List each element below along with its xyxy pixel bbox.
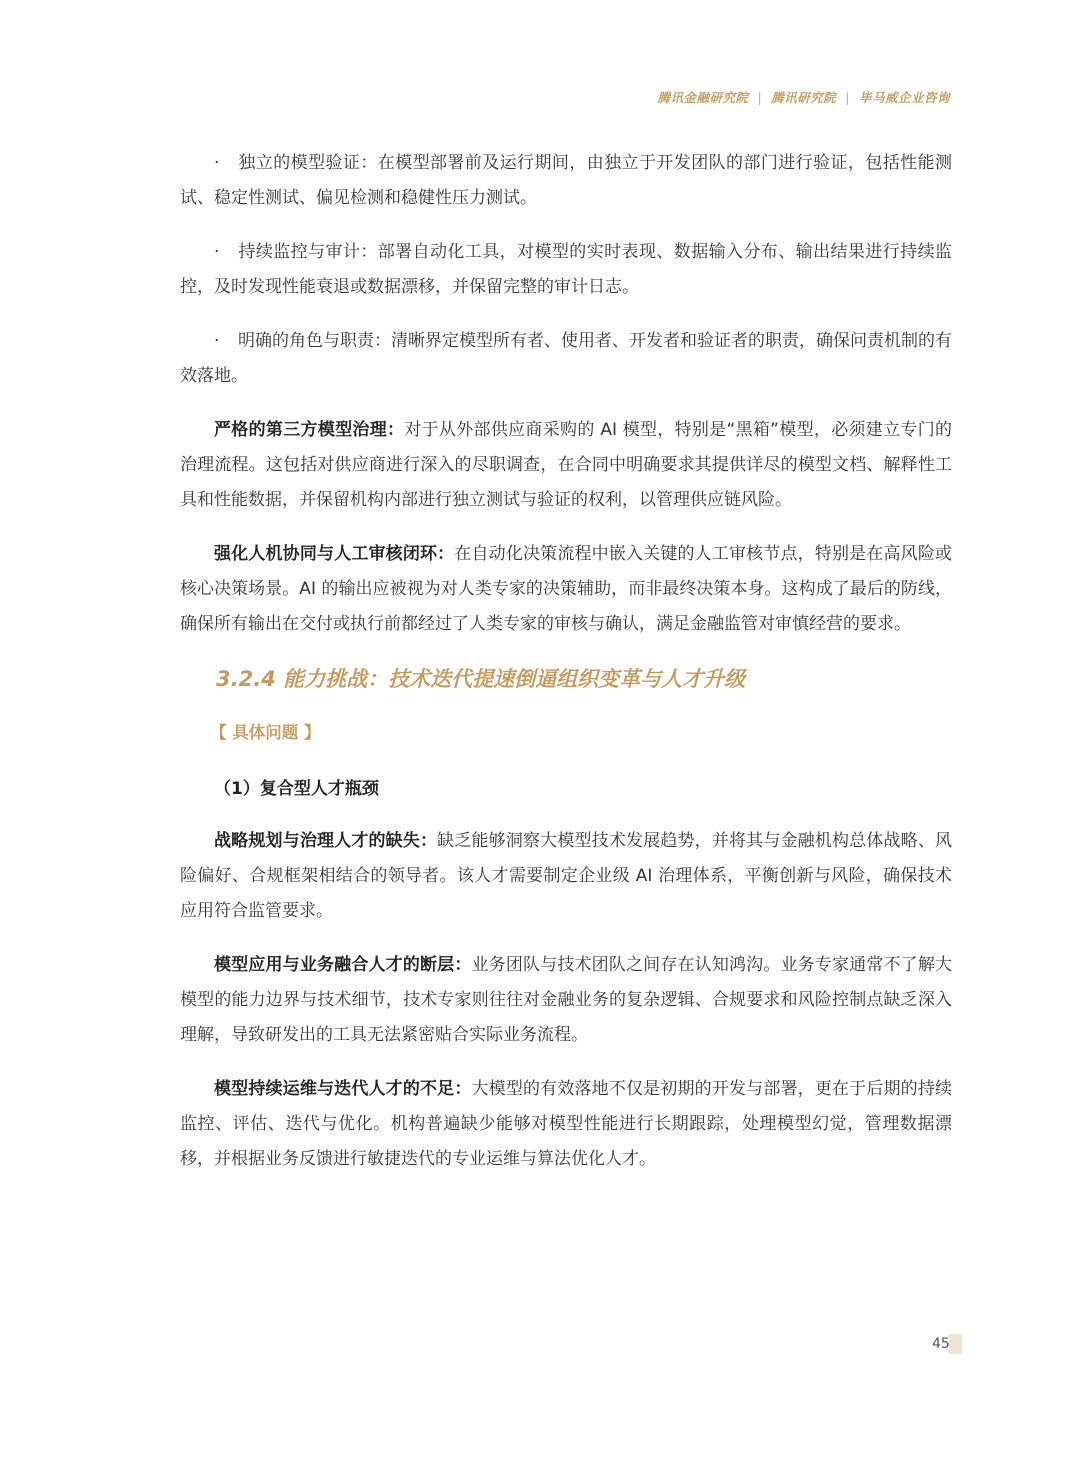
bullet-dot: · — [214, 153, 220, 173]
bullet-label: 独立的模型验证： — [238, 153, 378, 173]
bullet-paragraph — [180, 235, 952, 305]
page-body — [180, 146, 952, 1196]
bullet-text: 清晰界定模型所有者、使用者、开发者和验证者的职责，确保问责机制的有效落地。 — [180, 331, 952, 386]
paragraph-text: 在自动化决策流程中嵌入关键的人工审核节点，特别是在高风险或核心决策场景。AI 的输出应被视为对人类专家的决策辅助，而非最终决策本身。这构成了最后的防线，确保所有输出在交付或执行前都经过了人类专家的审核与确认，满足金融监管对审慎经营的要求。 — [180, 544, 953, 634]
running-header — [658, 88, 950, 106]
bullet-paragraph — [180, 146, 952, 216]
body-paragraph — [180, 1072, 952, 1177]
header-separator: | — [757, 90, 763, 105]
header-org-tencent-research: 腾讯研究院 — [771, 90, 837, 105]
page-number: 45 — [932, 1334, 962, 1354]
paragraph-text: 对于从外部供应商采购的 AI 模型，特别是“黑箱”模型，必须建立专门的治理流程。这包括对供应商进行深入的尽职调查，在合同中明确要求其提供详尽的模型文档、解释性工具和性能数据，并保留机构内部进行独立测试与验证的权利，以管理供应链风险。 — [180, 420, 952, 510]
paragraph-title: 严格的第三方模型治理： — [214, 420, 405, 440]
paragraph-title: 模型持续运维与迭代人才的不足： — [214, 1079, 472, 1099]
bullet-dot: · — [214, 331, 220, 351]
header-separator: | — [845, 90, 850, 105]
body-paragraph — [180, 537, 952, 642]
header-org-kpmg: 毕马威企业咨询 — [858, 90, 950, 105]
paragraph-title: 模型应用与业务融合人才的断层： — [214, 955, 472, 975]
body-paragraph — [180, 824, 952, 929]
paragraph-title: 战略规划与治理人才的缺失： — [214, 831, 438, 851]
paragraph-text: 大模型的有效落地不仅是初期的开发与部署，更在于后期的持续监控、评估、迭代与优化。机构普遍缺少能够对模型性能进行长期跟踪，处理模型幻觉，管理数据漂移，并根据业务反馈进行敏捷迭代的专业运维与算法优化人才。 — [180, 1079, 952, 1169]
header-org-tencent-finance: 腾讯金融研究院 — [657, 90, 749, 105]
paragraph-title: 强化人机协同与人工审核闭环： — [214, 544, 455, 564]
body-paragraph — [180, 413, 952, 518]
body-paragraph — [180, 948, 952, 1053]
paragraph-text: 业务团队与技术团队之间存在认知鸿沟。业务专家通常不了解大模型的能力边界与技术细节，技术专家则往往对金融业务的复杂逻辑、合规要求和风险控制点缺乏深入理解，导致研发出的工具无法紧密贴合实际业务流程。 — [180, 955, 952, 1045]
bullet-dot: · — [214, 242, 220, 262]
bullet-text: 在模型部署前及运行期间，由独立于开发团队的部门进行验证，包括性能测试、稳定性测试、偏见检测和稳健性压力测试。 — [180, 153, 953, 208]
bullet-paragraph — [180, 324, 952, 394]
section-heading: 3.2.4 能力挑战：技术迭代提速倒逼组织变革与人才升级 — [216, 667, 746, 691]
subsection-heading: （1）复合型人才瓶颈 — [214, 779, 379, 799]
bullet-label: 持续监控与审计： — [238, 242, 378, 262]
bullet-text: 部署自动化工具，对模型的实时表现、数据输入分布、输出结果进行持续监控，及时发现性能衰退或数据漂移，并保留完整的审计日志。 — [180, 242, 953, 297]
paragraph-text: 缺乏能够洞察大模型技术发展趋势，并将其与金融机构总体战略、风险偏好、合规框架相结合的领导者。该人才需要制定企业级 AI 治理体系，平衡创新与风险，确保技术应用符合监管要求。 — [180, 831, 953, 921]
issue-tag: 【 具体问题 】 — [210, 723, 321, 742]
bullet-label: 明确的角色与职责： — [238, 331, 391, 351]
